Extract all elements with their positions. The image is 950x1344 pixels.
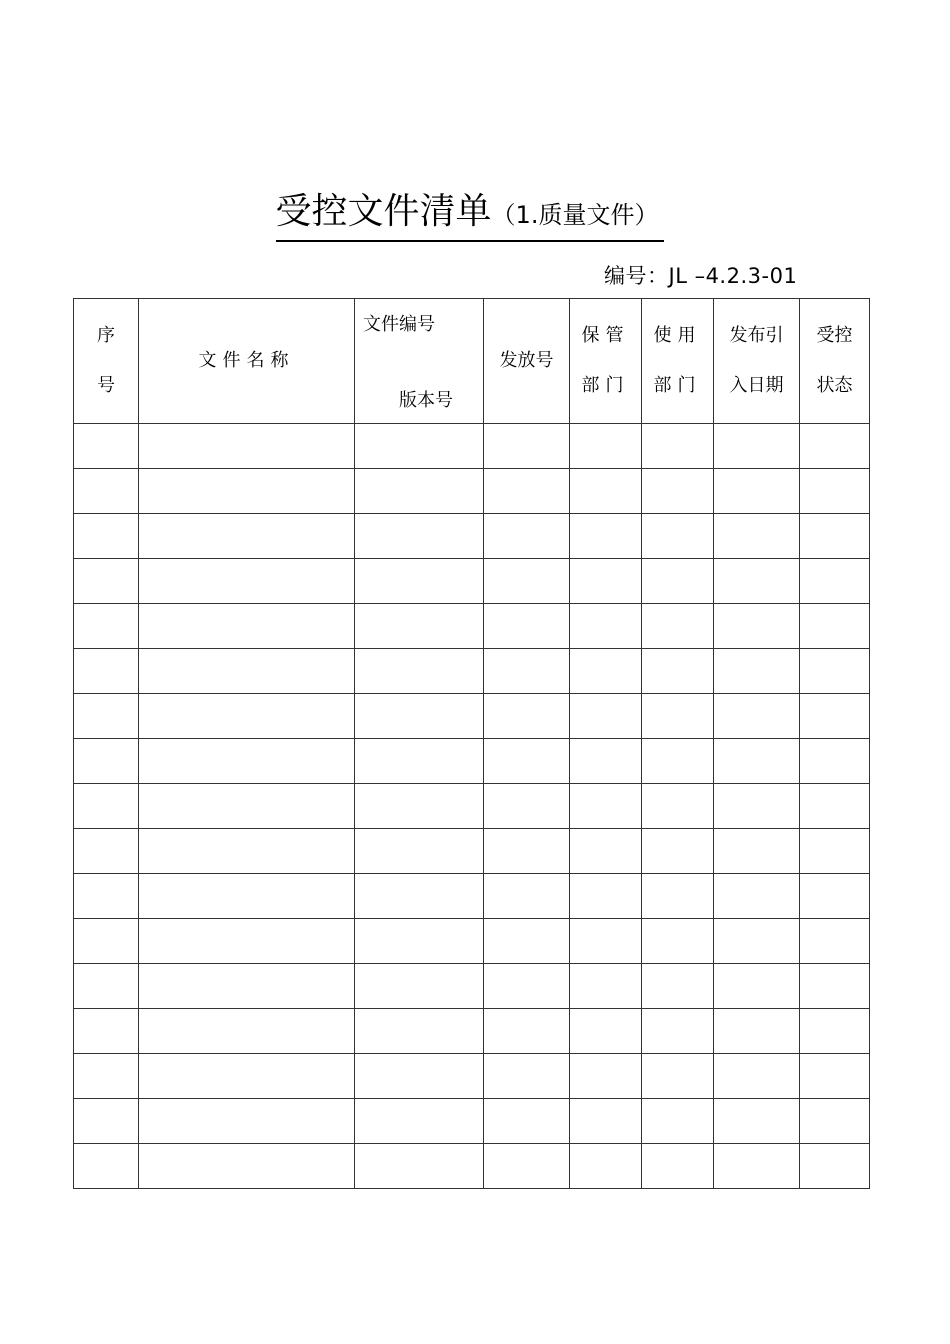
document-title — [0, 190, 950, 242]
cell-issue-no — [484, 964, 570, 1009]
cell-release-date — [714, 1009, 800, 1054]
cell-keeping-dept — [570, 1099, 642, 1144]
cell-keeping-dept — [570, 604, 642, 649]
cell-issue-no — [484, 604, 570, 649]
cell-using-dept — [642, 829, 714, 874]
cell-file-code — [355, 829, 484, 874]
cell-file-code — [355, 424, 484, 469]
cell-file-code — [355, 919, 484, 964]
header-issue-no-label: 发放号 — [499, 350, 554, 371]
cell-keeping-dept — [570, 874, 642, 919]
header-file-code-label: 文件编号 — [363, 314, 435, 335]
cell-keeping-dept — [570, 829, 642, 874]
cell-release-date — [714, 829, 800, 874]
cell-seq — [74, 1099, 139, 1144]
cell-file-code — [355, 649, 484, 694]
cell-issue-no — [484, 1009, 570, 1054]
title-sub: （1.质量文件） — [491, 201, 659, 229]
cell-release-date — [714, 1054, 800, 1099]
cell-using-dept — [642, 1099, 714, 1144]
title-main: 受控文件清单 — [275, 191, 492, 232]
cell-keeping-dept — [570, 514, 642, 559]
table-row — [74, 424, 870, 469]
cell-keeping-dept — [570, 964, 642, 1009]
header-seq-line2: 号 — [97, 375, 115, 396]
cell-file-code — [355, 469, 484, 514]
cell-file-name — [139, 1054, 355, 1099]
header-using-dept — [642, 299, 714, 424]
cell-using-dept — [642, 469, 714, 514]
cell-control-status — [800, 694, 870, 739]
cell-using-dept — [642, 874, 714, 919]
cell-release-date — [714, 424, 800, 469]
cell-seq — [74, 919, 139, 964]
cell-control-status — [800, 1009, 870, 1054]
cell-using-dept — [642, 649, 714, 694]
cell-seq — [74, 1144, 139, 1189]
header-keeping-dept-line2: 部门 — [581, 375, 630, 396]
table-row — [74, 604, 870, 649]
cell-control-status — [800, 829, 870, 874]
cell-control-status — [800, 469, 870, 514]
cell-using-dept — [642, 1009, 714, 1054]
header-version-label: 版本号 — [399, 390, 453, 411]
cell-control-status — [800, 424, 870, 469]
cell-using-dept — [642, 739, 714, 784]
cell-keeping-dept — [570, 1009, 642, 1054]
cell-seq — [74, 424, 139, 469]
cell-file-code — [355, 514, 484, 559]
cell-seq — [74, 1054, 139, 1099]
cell-issue-no — [484, 784, 570, 829]
table-row — [74, 829, 870, 874]
cell-release-date — [714, 604, 800, 649]
cell-keeping-dept — [570, 784, 642, 829]
table-row — [74, 739, 870, 784]
cell-seq — [74, 739, 139, 784]
cell-control-status — [800, 784, 870, 829]
cell-control-status — [800, 1099, 870, 1144]
cell-release-date — [714, 1099, 800, 1144]
header-release-date-line1: 发布引 — [729, 325, 784, 346]
cell-seq — [74, 1009, 139, 1054]
cell-issue-no — [484, 739, 570, 784]
header-release-date-line2: 入日期 — [729, 375, 784, 396]
cell-file-name — [139, 739, 355, 784]
table-row — [74, 964, 870, 1009]
cell-file-name — [139, 829, 355, 874]
cell-release-date — [714, 874, 800, 919]
cell-file-code — [355, 694, 484, 739]
cell-keeping-dept — [570, 1054, 642, 1099]
cell-using-dept — [642, 604, 714, 649]
header-file-name-label: 文件名称 — [198, 350, 295, 371]
cell-using-dept — [642, 964, 714, 1009]
table-row — [74, 649, 870, 694]
cell-keeping-dept — [570, 469, 642, 514]
cell-using-dept — [642, 784, 714, 829]
cell-control-status — [800, 514, 870, 559]
table-row — [74, 469, 870, 514]
cell-control-status — [800, 739, 870, 784]
cell-keeping-dept — [570, 649, 642, 694]
table-row — [74, 694, 870, 739]
cell-seq — [74, 559, 139, 604]
header-using-dept-line1: 使用 — [653, 325, 702, 346]
cell-seq — [74, 874, 139, 919]
cell-issue-no — [484, 649, 570, 694]
cell-seq — [74, 694, 139, 739]
header-control-status — [800, 299, 870, 424]
cell-issue-no — [484, 559, 570, 604]
cell-file-name — [139, 874, 355, 919]
cell-control-status — [800, 874, 870, 919]
cell-using-dept — [642, 919, 714, 964]
cell-file-name — [139, 514, 355, 559]
cell-seq — [74, 649, 139, 694]
cell-keeping-dept — [570, 919, 642, 964]
table-row — [74, 1144, 870, 1189]
cell-seq — [74, 964, 139, 1009]
table-body — [74, 424, 870, 1189]
cell-using-dept — [642, 1054, 714, 1099]
table-row — [74, 874, 870, 919]
header-keeping-dept-line1: 保管 — [581, 325, 630, 346]
cell-release-date — [714, 514, 800, 559]
cell-file-name — [139, 964, 355, 1009]
table-header — [74, 299, 870, 424]
controlled-documents-table — [73, 298, 870, 1189]
header-seq — [74, 299, 139, 424]
cell-seq — [74, 784, 139, 829]
header-file-name — [139, 299, 355, 424]
cell-file-code — [355, 1099, 484, 1144]
cell-issue-no — [484, 829, 570, 874]
cell-release-date — [714, 649, 800, 694]
cell-file-name — [139, 604, 355, 649]
cell-using-dept — [642, 514, 714, 559]
header-row — [74, 299, 870, 424]
cell-file-name — [139, 784, 355, 829]
cell-release-date — [714, 1144, 800, 1189]
table-row — [74, 919, 870, 964]
cell-file-name — [139, 694, 355, 739]
cell-file-code — [355, 739, 484, 784]
cell-issue-no — [484, 1054, 570, 1099]
cell-release-date — [714, 784, 800, 829]
cell-file-code — [355, 559, 484, 604]
cell-file-name — [139, 1144, 355, 1189]
cell-issue-no — [484, 874, 570, 919]
cell-seq — [74, 514, 139, 559]
cell-release-date — [714, 559, 800, 604]
table-row — [74, 1009, 870, 1054]
table-row — [74, 559, 870, 604]
cell-issue-no — [484, 514, 570, 559]
cell-release-date — [714, 919, 800, 964]
cell-seq — [74, 604, 139, 649]
cell-control-status — [800, 559, 870, 604]
header-file-code — [355, 299, 484, 424]
table-row — [74, 1054, 870, 1099]
cell-file-code — [355, 1144, 484, 1189]
cell-seq — [74, 829, 139, 874]
header-control-status-line1: 受控 — [816, 325, 853, 346]
cell-control-status — [800, 964, 870, 1009]
cell-release-date — [714, 694, 800, 739]
header-control-status-line2: 状态 — [816, 375, 853, 396]
cell-file-code — [355, 1009, 484, 1054]
cell-using-dept — [642, 559, 714, 604]
header-keeping-dept — [570, 299, 642, 424]
header-issue-no — [484, 299, 570, 424]
cell-release-date — [714, 964, 800, 1009]
cell-file-code — [355, 784, 484, 829]
cell-issue-no — [484, 469, 570, 514]
cell-issue-no — [484, 694, 570, 739]
cell-seq — [74, 469, 139, 514]
document-title-underlined — [276, 190, 665, 242]
cell-keeping-dept — [570, 559, 642, 604]
cell-issue-no — [484, 1144, 570, 1189]
cell-using-dept — [642, 1144, 714, 1189]
cell-keeping-dept — [570, 1144, 642, 1189]
cell-control-status — [800, 649, 870, 694]
cell-issue-no — [484, 424, 570, 469]
cell-keeping-dept — [570, 694, 642, 739]
cell-file-name — [139, 1009, 355, 1054]
cell-keeping-dept — [570, 424, 642, 469]
cell-file-code — [355, 874, 484, 919]
cell-using-dept — [642, 694, 714, 739]
cell-file-code — [355, 964, 484, 1009]
cell-issue-no — [484, 1099, 570, 1144]
table-row — [74, 1099, 870, 1144]
table-row — [74, 514, 870, 559]
cell-file-name — [139, 649, 355, 694]
cell-file-code — [355, 604, 484, 649]
cell-issue-no — [484, 919, 570, 964]
header-release-date — [714, 299, 800, 424]
cell-release-date — [714, 739, 800, 784]
table-row — [74, 784, 870, 829]
cell-control-status — [800, 919, 870, 964]
cell-control-status — [800, 604, 870, 649]
cell-file-name — [139, 559, 355, 604]
cell-file-code — [355, 1054, 484, 1099]
header-using-dept-line2: 部门 — [653, 375, 702, 396]
document-code: 编号：JL –4.2.3-01 — [604, 264, 798, 288]
cell-file-name — [139, 424, 355, 469]
header-seq-line1: 序 — [97, 325, 115, 346]
cell-keeping-dept — [570, 739, 642, 784]
cell-file-name — [139, 469, 355, 514]
cell-using-dept — [642, 424, 714, 469]
cell-file-name — [139, 919, 355, 964]
cell-release-date — [714, 469, 800, 514]
cell-control-status — [800, 1054, 870, 1099]
cell-control-status — [800, 1144, 870, 1189]
cell-file-name — [139, 1099, 355, 1144]
